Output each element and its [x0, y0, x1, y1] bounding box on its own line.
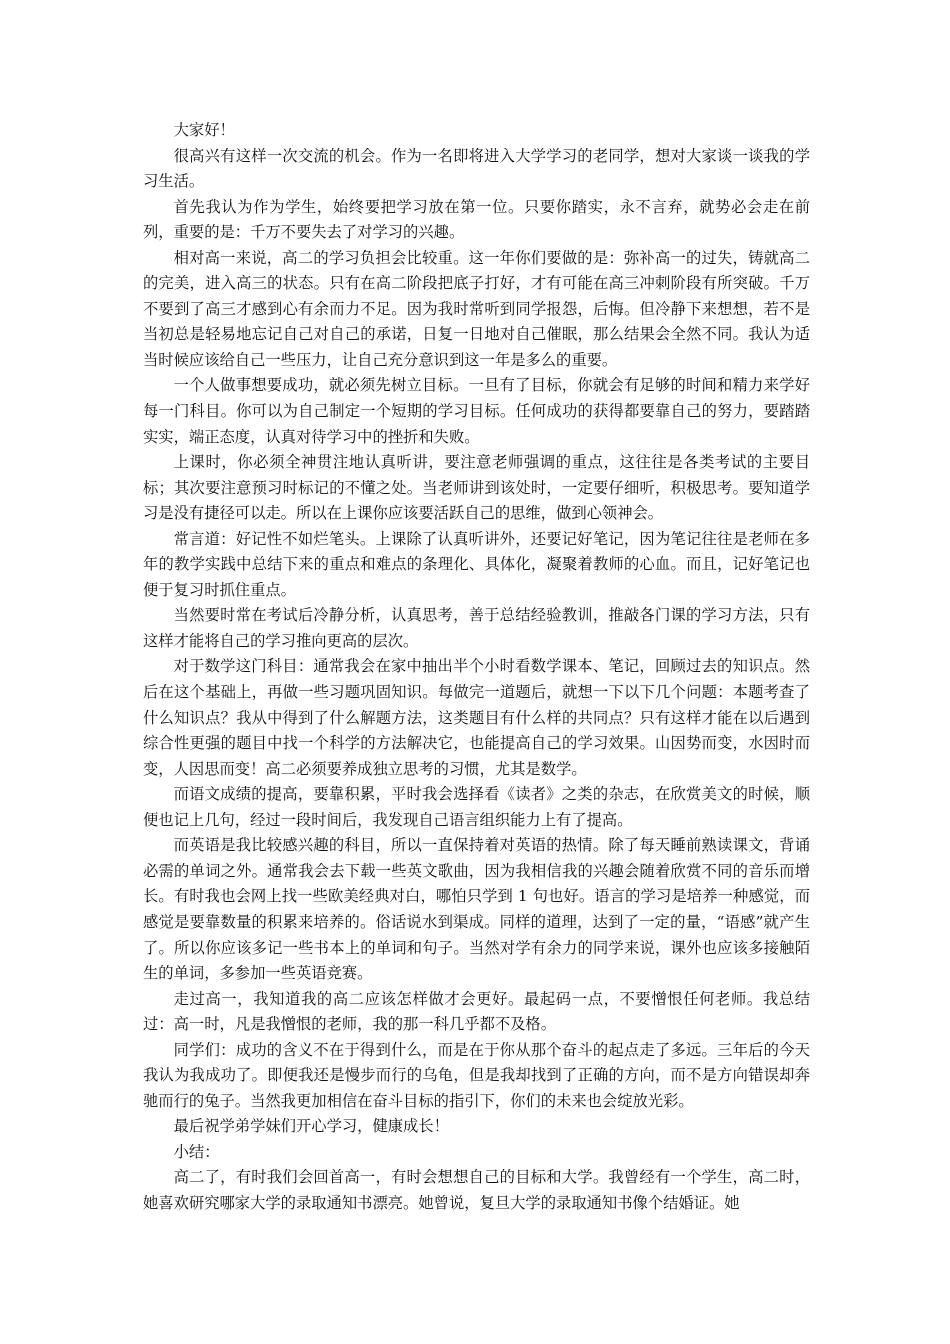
paragraph-english: 而英语是我比较感兴趣的科目，所以一直保持着对英语的热情。除了每天睡前熟读课文，背诵必需的单词之外。通常我会去下载一些英文歌曲，因为我相信我的兴趣会随着欣赏不同的音乐而增长。有时我也会网上找一些欧美经典对白，哪怕只学到 1 句也好。语言的学习是培养一种感觉，而感觉是要靠数量的积累来培养的。俗话说水到渠成。同样的道理，达到了一定的量，“语感”就产生了。所以你应该多记一些书本上的单词和句子。当然对学有余力的同学来说，课外也应该多接触陌生的单词，多参加一些英语竞赛。 [143, 836, 810, 983]
paragraph-set-goals: 一个人做事想要成功，就必须先树立目标。一旦有了目标，你就会有足够的时间和精力来学好每一门科目。你可以为自己制定一个短期的学习目标。任何成功的获得都要靠自己的努力，要踏踏实实，端正态度，认真对待学习中的挫折和失败。 [143, 376, 810, 446]
paragraph-exam-analysis: 当然要时常在考试后冷静分析，认真思考，善于总结经验教训，推敲各门课的学习方法，只有这样才能将自己的学习推向更高的层次。 [143, 606, 810, 650]
paragraph-success: 同学们：成功的含义不在于得到什么，而是在于你从那个奋斗的起点走了多远。三年后的今天我认为我成功了。即便我还是慢步而行的乌龟，但是我却找到了正确的方向，而不是方向错误却奔驰而行的兔子。当然我更加相信在奋斗目标的指引下，你们的未来也会绽放光彩。 [143, 1040, 810, 1110]
paragraph-summary-heading: 小结： [173, 1142, 220, 1161]
document-page [143, 118, 810, 1217]
paragraph-closing-wish: 最后祝学弟学妹们开心学习，健康成长！ [173, 1117, 449, 1136]
paragraph-take-notes: 常言道：好记性不如烂笔头。上课除了认真听讲外，还要记好笔记，因为笔记往往是老师在多年的教学实践中总结下来的重点和难点的条理化、具体化，凝聚着教师的心血。而且，记好笔记也便于复习时抓住重点。 [143, 529, 810, 599]
paragraph-chinese: 而语文成绩的提高，要靠积累，平时我会选择看《读者》之类的杂志，在欣赏美文的时候，顺便也记上几句，经过一段时间后，我发现自己语言组织能力上有了提高。 [143, 785, 810, 829]
paragraph-intro: 很高兴有这样一次交流的机会。作为一名即将进入大学学习的老同学，想对大家谈一谈我的学习生活。 [143, 146, 810, 191]
paragraph-greeting: 大家好！ [173, 121, 235, 139]
paragraph-grade-two-burden: 相对高一来说，高二的学习负担会比较重。这一年你们要做的是：弥补高一的过失，铸就高二的完美，进入高三的状态。只有在高二阶段把底子打好，才有可能在高三冲刺阶段有所突破。千万不要到了高三才感到心有余而力不足。因为我时常听到同学报怨，后悔。但冷静下来想想，若不是当初总是轻易地忘记自己对自己的承诺，日复一日地对自己催眠，那么结果会全然不同。我认为适当时候应该给自己一些压力，让自己充分意识到这一年是多么的重要。 [143, 248, 810, 369]
paragraph-summary-body: 高二了，有时我们会回首高一，有时会想想自己的目标和大学。我曾经有一个学生，高二时，她喜欢研究哪家大学的录取通知书漂亮。她曾说，复旦大学的录取通知书像个结婚证。她 [143, 1168, 810, 1212]
paragraph-in-class: 上课时，你必须全神贯注地认真听讲，要注意老师强调的重点，这往往是各类考试的主要目标；其次要注意预习时标记的不懂之处。当老师讲到该处时，一定要仔细听，积极思考。要知道学习是没有捷径可以走。所以在上课你应该要活跃自己的思维，做到心领神会。 [143, 453, 810, 523]
paragraph-teachers: 走过高一，我知道我的高二应该怎样做才会更好。最起码一点，不要憎恨任何老师。我总结过：高一时，凡是我憎恨的老师，我的那一科几乎都不及格。 [143, 989, 810, 1034]
paragraph-math: 对于数学这门科目：通常我会在家中抽出半个小时看数学课本、笔记，回顾过去的知识点。然后在这个基础上，再做一些习题巩固知识。每做完一道题后，就想一下以下几个问题：本题考查了什么知识点？我从中得到了什么解题方法，这类题目有什么样的共同点？只有这样才能在以后遇到综合性更强的题目中找一个科学的方法解决它，也能提高自己的学习效果。山因势而变，水因时而变，人因思而变！高二必须要养成独立思考的习惯，尤其是数学。 [143, 657, 810, 778]
paragraph-study-first: 首先我认为作为学生，始终要把学习放在第一位。只要你踏实，永不言弃，就势必会走在前列，重要的是：千万不要失去了对学习的兴趣。 [143, 197, 810, 242]
